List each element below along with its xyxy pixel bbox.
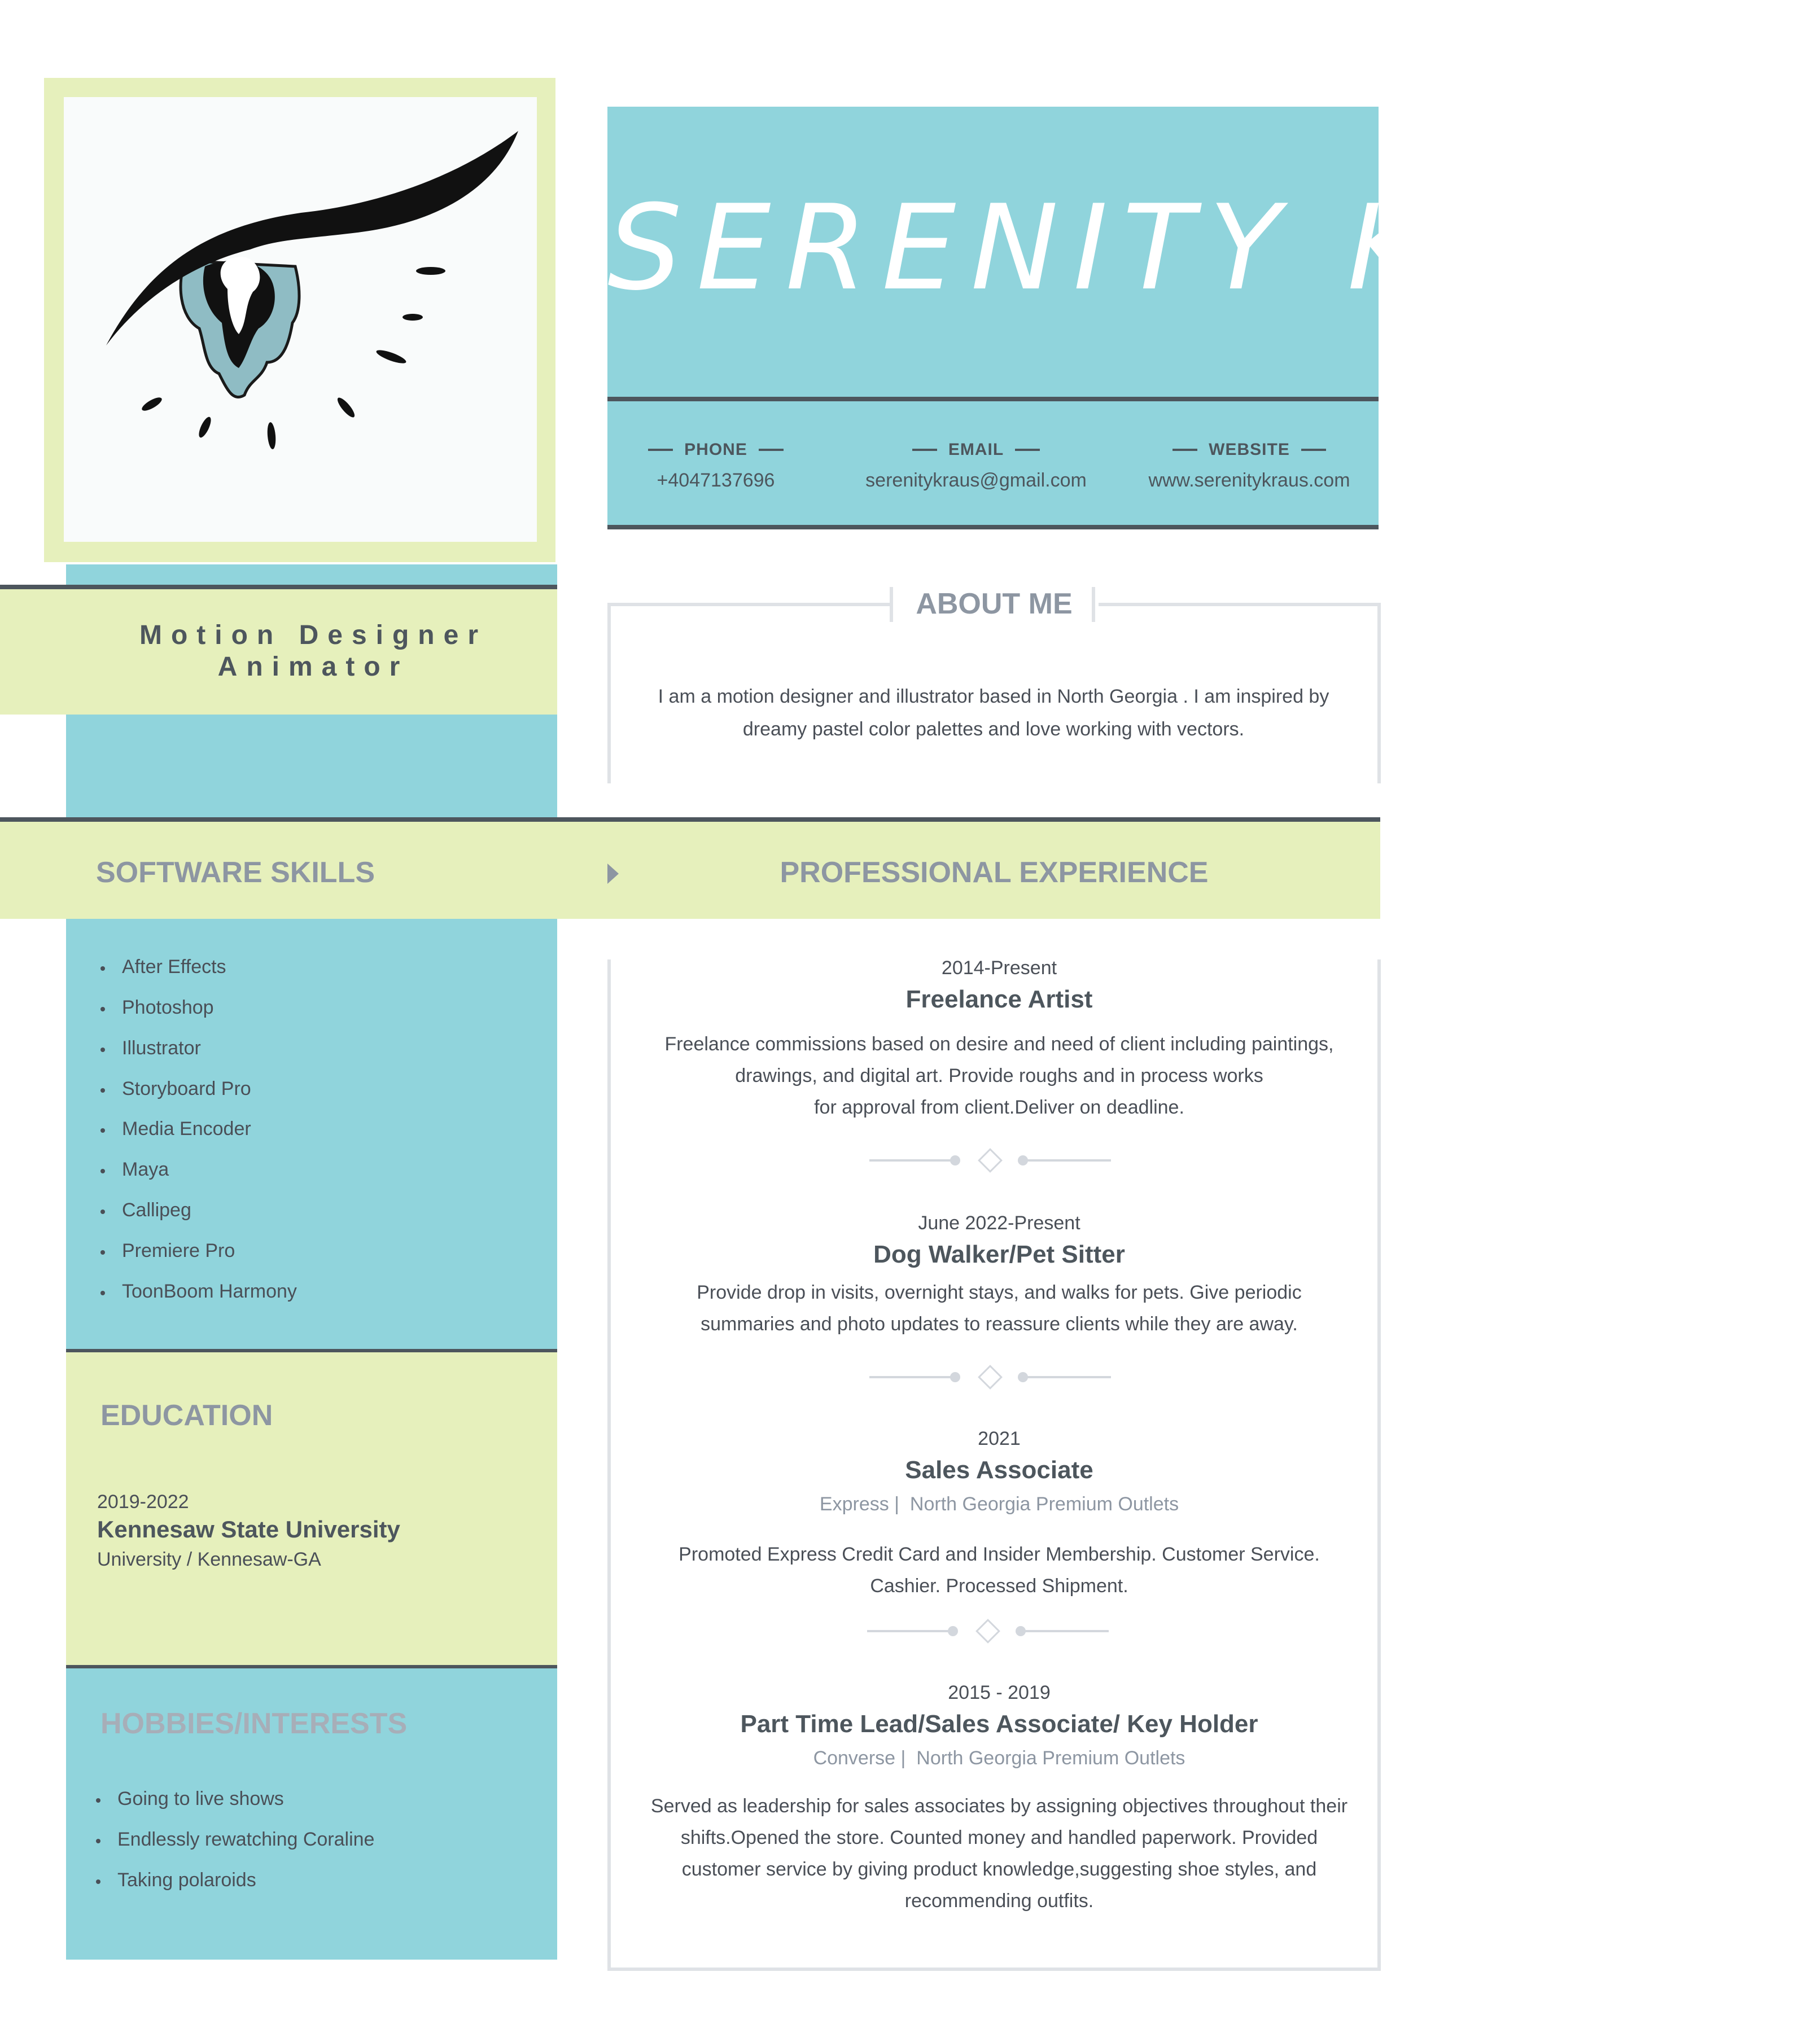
contact-website-label: WEBSITE [1209,440,1290,459]
job-title-line1: Motion Designer [139,620,487,650]
job-role: Sales Associate [905,1456,1093,1484]
ornament-divider [867,1620,1110,1642]
eye-icon [64,97,537,542]
about-line: I am a motion designer and illustrator based in North Georgia . I am inspired by [658,686,1329,707]
skill-item: Photoshop [100,997,530,1019]
job-desc-line: summaries and photo updates to reassure clients while they are away. [701,1313,1298,1335]
skill-item: ToonBoom Harmony [100,1281,530,1303]
experience-title: PROFESSIONAL EXPERIENCE [780,856,1209,889]
about-title: ABOUT ME [890,587,1099,621]
job-location: North Georgia Premium Outlets [916,1747,1185,1769]
job-date: 2021 [978,1428,1021,1449]
divider [890,587,893,622]
education-detail: University / Kennesaw-GA [97,1549,321,1570]
contact-phone [592,440,840,492]
skill-item: Maya [100,1159,530,1181]
job-desc-line: Served as leadership for sales associates by assigning objectives throughout their [650,1795,1348,1817]
job-role: Part Time Lead/Sales Associate/ Key Holder [740,1710,1258,1738]
job-company-name: Express | [819,1493,900,1515]
hobbies-title: HOBBIES/INTERESTS [100,1707,408,1740]
hobby-item: Endlessly rewatching Coraline [96,1829,525,1851]
job-desc-line: Provide drop in visits, overnight stays, and walks for pets. Give periodic [697,1282,1302,1303]
divider [0,817,1380,822]
job-desc-line: Freelance commissions based on desire and need of client including paintings, [664,1033,1334,1055]
job-date: 2015 - 2019 [948,1682,1051,1703]
skill-item: Callipeg [100,1199,530,1221]
skills-title: SOFTWARE SKILLS [96,856,375,889]
contact-website [1125,440,1373,492]
contact-email-label: EMAIL [948,440,1004,459]
divider [1092,587,1095,622]
job-company-name: Converse | [813,1747,906,1769]
eye-illustration [64,97,537,542]
ornament-divider [869,1366,1112,1388]
job-company [627,1493,1372,1515]
contact-email [852,440,1100,492]
about-line: dreamy pastel color palettes and love working with vectors. [742,718,1245,740]
contact-phone-value[interactable]: +4047137696 [657,470,775,491]
divider [607,397,1379,401]
contact-website-value[interactable]: www.serenitykraus.com [1148,470,1350,491]
about-text [627,680,1360,746]
hobby-item: Taking polaroids [96,1869,525,1891]
applicant-name: SERENITY KRAUS [607,180,1820,317]
job-description [627,1539,1372,1602]
job-desc-line: recommending outfits. [904,1890,1094,1912]
job-desc-line: for approval from client.Deliver on deadline. [814,1097,1184,1118]
job-desc-line: Promoted Express Credit Card and Insider Membership. Customer Service. [679,1544,1320,1565]
skill-item: After Effects [100,956,530,978]
education-school: Kennesaw State University [97,1516,400,1543]
job-description [627,1028,1372,1123]
divider [0,585,557,589]
job-desc-line: shifts.Opened the store. Counted money and handled paperwork. Provided [680,1827,1318,1848]
job-title-line2: Animator [217,652,409,682]
education-title: EDUCATION [100,1399,273,1432]
divider [607,525,1379,529]
skill-item: Illustrator [100,1037,530,1059]
job-desc-line: Cashier. Processed Shipment. [870,1575,1128,1597]
job-title [0,620,627,683]
job-description [627,1790,1372,1917]
job-role: Dog Walker/Pet Sitter [873,1241,1125,1268]
job-description [627,1277,1372,1340]
contact-email-value[interactable]: serenitykraus@gmail.com [865,470,1087,491]
job-date: June 2022-Present [918,1212,1080,1234]
job-desc-line: customer service by giving product knowledge,suggesting shoe styles, and [681,1859,1317,1880]
education-years: 2019-2022 [97,1491,189,1513]
contact-phone-label: PHONE [684,440,747,459]
skill-item: Premiere Pro [100,1240,530,1262]
job-company [627,1747,1372,1769]
hobby-item: Going to live shows [96,1788,525,1810]
skill-item: Media Encoder [100,1118,530,1140]
job-desc-line: drawings, and digital art. Provide roughs and in process works [735,1065,1263,1086]
job-role: Freelance Artist [905,985,1093,1013]
job-location: North Georgia Premium Outlets [909,1493,1179,1515]
skill-item: Storyboard Pro [100,1078,530,1100]
job-date: 2014-Present [941,957,1057,979]
ornament-divider [869,1149,1112,1172]
